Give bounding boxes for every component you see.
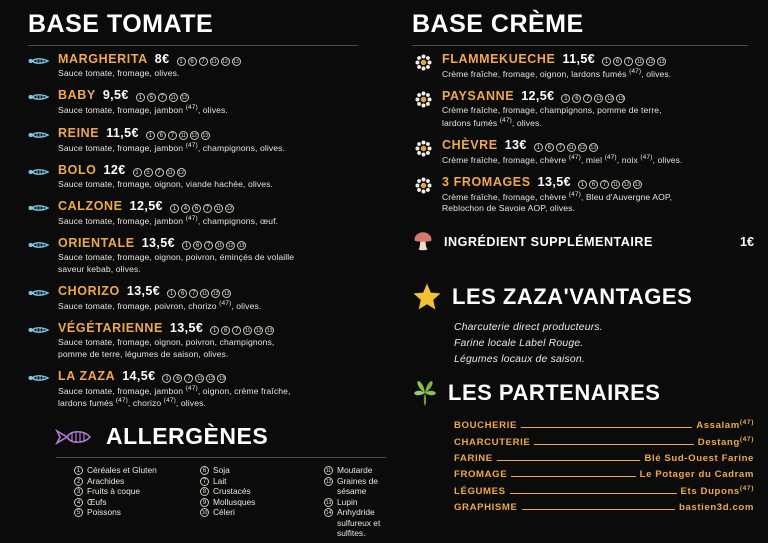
partner-leader-line bbox=[534, 444, 693, 445]
allergen-number: 11 bbox=[612, 181, 619, 188]
allergen-number: 1 bbox=[561, 94, 570, 103]
menu-item-name: MARGHERITA bbox=[58, 52, 148, 66]
partners-heading bbox=[412, 379, 754, 407]
allergens-title: ALLERGÈNES bbox=[106, 423, 269, 450]
partner-leader-line bbox=[511, 476, 635, 477]
menu-item-name: CHÈVRE bbox=[442, 137, 498, 152]
menu-item-allergens bbox=[534, 143, 598, 152]
item-description: Sauce tomate, fromage, jambon $^{(47)}$, olives. bbox=[58, 104, 228, 116]
allergen-number: 12 bbox=[623, 181, 630, 188]
allergen-label: Lupin bbox=[337, 496, 358, 507]
allergen-number: 7 bbox=[232, 326, 241, 335]
allergen-number: 7 bbox=[624, 57, 633, 66]
menu-item-body bbox=[58, 284, 396, 312]
allergens-grid bbox=[28, 465, 396, 539]
partner-category: LÉGUMES bbox=[454, 486, 506, 498]
section-title-cream: BASE CRÈME bbox=[412, 10, 584, 38]
allergen-number: 7 bbox=[155, 168, 164, 177]
allergen-number: 7 bbox=[204, 241, 213, 250]
menu-item-price: 8€ bbox=[154, 52, 170, 66]
allergen-label: Œufs bbox=[87, 496, 107, 507]
allergen-number: 7 bbox=[199, 57, 208, 66]
allergen-number: 11 bbox=[325, 468, 332, 475]
allergen-number: 6 bbox=[188, 57, 197, 66]
menu-item-price: 13,5€ bbox=[537, 174, 571, 189]
menu-item-allergens bbox=[162, 374, 226, 383]
allergen-ref: (47) bbox=[185, 215, 198, 223]
allergen-number: 13 bbox=[325, 499, 332, 506]
allergen-ref: (47) bbox=[568, 153, 581, 161]
allergen-number: 8 bbox=[200, 487, 209, 496]
allergen-number: 11 bbox=[216, 243, 223, 250]
menu-item-name: BOLO bbox=[58, 162, 97, 177]
allergen-entry bbox=[324, 476, 396, 497]
allergen-number: 11 bbox=[245, 328, 251, 335]
menu-item bbox=[412, 52, 754, 80]
menu-item-body bbox=[442, 89, 754, 129]
menu-item-header bbox=[58, 199, 396, 213]
advantages-title: LES ZAZA'VANTAGES bbox=[452, 283, 693, 309]
allergen-label: Fruits à coque bbox=[87, 486, 141, 497]
menu-item-allergens bbox=[561, 94, 625, 103]
allergen-number: 1 bbox=[146, 131, 155, 140]
menu-item-price: 13,5€ bbox=[126, 283, 161, 298]
allergen-number: 13 bbox=[202, 132, 209, 139]
extra-ingredient-label: INGRÉDIENT SUPPLÉMENTAIRE bbox=[444, 235, 653, 249]
item-description: Sauce tomate, fromage, jambon $^{(47)}$, champignons, œuf. bbox=[58, 215, 279, 226]
allergen-number: 7 bbox=[600, 180, 609, 189]
allergens-column-1 bbox=[74, 465, 194, 539]
menu-item-body bbox=[58, 126, 396, 154]
allergen-number: 6 bbox=[173, 374, 182, 383]
partner-row bbox=[454, 436, 754, 448]
allergen-ref: (47) bbox=[568, 190, 581, 198]
allergen-entry bbox=[324, 497, 396, 508]
menu-item-body bbox=[58, 52, 396, 79]
menu-item-name: REINE bbox=[58, 125, 100, 140]
menu-item-body bbox=[442, 138, 754, 166]
advantage-line: Charcuterie direct producteurs. bbox=[454, 321, 603, 333]
menu-item-name: FLAMMEKUECHE bbox=[442, 52, 556, 66]
allergen-ref: (47) bbox=[219, 299, 232, 307]
advantage-line: Farine locale Label Rouge. bbox=[454, 337, 584, 349]
allergen-number: 7 bbox=[184, 374, 193, 383]
item-description: Sauce tomate, fromage, poivron, chorizo $^{(47)}$, olives. bbox=[58, 299, 262, 311]
flower-icon bbox=[412, 89, 434, 129]
allergen-ref: (47) bbox=[185, 384, 198, 392]
allergen-number: 1 bbox=[210, 326, 219, 335]
partner-leader-line bbox=[521, 427, 692, 428]
allergen-ref: (47) bbox=[629, 68, 642, 75]
menu-item-header bbox=[58, 284, 396, 298]
tomato-item-list bbox=[28, 52, 396, 409]
menu-item-price: 14,5€ bbox=[122, 368, 156, 383]
allergen-entry bbox=[200, 497, 318, 508]
allergen-entry bbox=[74, 476, 194, 487]
partner-name: Blé Sud-Ouest Farine bbox=[644, 452, 754, 464]
menu-item bbox=[412, 138, 754, 166]
allergen-entry bbox=[74, 497, 194, 508]
allergen-number: 7 bbox=[203, 204, 212, 213]
menu-item-header bbox=[442, 138, 754, 152]
allergen-ref: (47) bbox=[640, 153, 653, 161]
menu-item-price: 12,5€ bbox=[129, 199, 163, 214]
allergen-number: 13 bbox=[618, 96, 624, 103]
menu-item-allergens bbox=[133, 168, 186, 177]
allergen-number: 2 bbox=[74, 477, 83, 486]
divider bbox=[412, 45, 748, 46]
menu-item-allergens bbox=[170, 204, 234, 213]
menu-item-price: 13,5€ bbox=[141, 236, 175, 251]
allergen-number: 1 bbox=[162, 374, 171, 383]
menu-item bbox=[28, 369, 396, 409]
menu-item-name: 3 FROMAGES bbox=[442, 174, 531, 189]
allergen-number: 12 bbox=[647, 59, 654, 65]
cream-item-list bbox=[412, 52, 754, 215]
allergen-entry bbox=[324, 465, 396, 476]
allergen-number: 13 bbox=[634, 181, 641, 188]
item-description: Sauce tomate, fromage, oignon, viande hachée, olives. bbox=[58, 178, 274, 189]
allergen-ref: (47) bbox=[739, 484, 754, 492]
menu-item-allergens bbox=[578, 180, 642, 189]
allergens-column-2 bbox=[200, 465, 318, 539]
allergen-number: 7 bbox=[200, 477, 209, 486]
allergen-number: 12 bbox=[208, 375, 214, 382]
allergen-number: 12 bbox=[325, 478, 332, 485]
allergen-label: Crustacés bbox=[213, 486, 251, 497]
menu-item-header bbox=[58, 52, 396, 66]
menu-item-name: PAYSANNE bbox=[442, 89, 515, 104]
menu-item bbox=[412, 89, 754, 129]
allergen-label: Poissons bbox=[87, 507, 121, 518]
menu-item-price: 12,5€ bbox=[521, 89, 555, 104]
menu-item bbox=[28, 199, 396, 227]
allergen-number: 12 bbox=[226, 206, 233, 213]
allergen-entry bbox=[74, 465, 194, 476]
menu-item-header bbox=[58, 163, 396, 177]
allergen-number: 7 bbox=[168, 131, 177, 140]
allergen-number: 6 bbox=[178, 289, 187, 298]
item-description: Crème fraîche, fromage, chèvre $^{(47)}$, miel $^{(47)}$, noix $^{(47)}$, olives. bbox=[442, 153, 683, 165]
flower-icon bbox=[412, 52, 434, 80]
allergen-label: Céréales et Gluten bbox=[87, 465, 157, 476]
allergen-number: 11 bbox=[180, 132, 186, 139]
allergen-number: 1 bbox=[602, 57, 611, 66]
allergen-number: 1 bbox=[74, 466, 83, 475]
advantages-list bbox=[412, 322, 754, 365]
menu-item-body bbox=[58, 163, 396, 190]
chili-icon bbox=[28, 321, 50, 360]
menu-item-allergens bbox=[210, 326, 274, 335]
allergen-number: 6 bbox=[200, 466, 209, 475]
menu-item-price: 9,5€ bbox=[102, 88, 129, 103]
allergen-label: Anhydride sulfureux et sulfites. bbox=[337, 507, 381, 539]
flower-icon bbox=[412, 138, 434, 166]
chili-icon bbox=[28, 284, 50, 312]
allergen-label: Céleri bbox=[213, 507, 235, 518]
allergen-number: 11 bbox=[197, 375, 203, 382]
item-description: Sauce tomate, fromage, jambon $^{(47)}$, oignon, crème fraîche, lardons fumés $^{(47)}$, chorizo $^{(47)}$, olives. bbox=[58, 384, 291, 408]
menu-item-name: LA ZAZA bbox=[58, 368, 116, 383]
item-description: Sauce tomate, fromage, jambon $^{(47)}$, champignons, olives. bbox=[58, 141, 286, 153]
chili-icon bbox=[28, 52, 50, 79]
allergen-number: 1 bbox=[136, 93, 145, 102]
allergen-number: 7 bbox=[556, 143, 565, 152]
allergen-entry bbox=[200, 507, 318, 518]
allergen-label: Lait bbox=[213, 475, 227, 486]
chili-icon bbox=[28, 126, 50, 154]
partner-row bbox=[454, 485, 754, 497]
partner-row bbox=[454, 469, 754, 480]
partners-title: LES PARTENAIRES bbox=[448, 379, 661, 405]
partner-leader-line bbox=[522, 509, 676, 510]
partner-category: FROMAGE bbox=[454, 468, 508, 480]
partner-row bbox=[454, 419, 754, 431]
advantages-block bbox=[412, 282, 754, 365]
allergen-number: 6 bbox=[147, 93, 156, 102]
allergen-number: 12 bbox=[181, 95, 188, 102]
menu-item-name: CALZONE bbox=[58, 199, 123, 214]
menu-item bbox=[412, 175, 754, 215]
allergen-number: 12 bbox=[579, 144, 586, 151]
allergen-number: 12 bbox=[222, 59, 228, 65]
allergen-label: Graines de sésame bbox=[337, 475, 378, 497]
allergen-entry bbox=[200, 465, 318, 476]
menu-item-header bbox=[58, 236, 396, 250]
menu-item-header bbox=[58, 369, 396, 383]
menu-item-header bbox=[442, 175, 754, 189]
menu-item bbox=[28, 88, 396, 116]
chili-icon bbox=[28, 236, 50, 275]
allergen-number: 11 bbox=[170, 95, 176, 102]
partner-name: Le Potager du Cadram bbox=[639, 468, 754, 480]
allergens-column-3 bbox=[324, 465, 396, 539]
chili-icon bbox=[28, 369, 50, 409]
leaf-icon bbox=[412, 379, 438, 407]
allergen-number: 5 bbox=[74, 508, 83, 517]
cream-base-column bbox=[402, 0, 768, 543]
menu-item-price: 11,5€ bbox=[106, 125, 139, 140]
chili-icon bbox=[28, 199, 50, 227]
menu-item-name: ORIENTALE bbox=[58, 236, 135, 251]
allergen-number: 11 bbox=[211, 59, 217, 65]
partner-name: Ets Dupons$^{(47)}$ bbox=[680, 484, 754, 498]
extra-ingredient-row bbox=[412, 229, 754, 256]
allergen-number: 4 bbox=[181, 204, 190, 213]
allergen-number: 6 bbox=[545, 143, 554, 152]
menu-item-allergens bbox=[602, 57, 666, 66]
star-icon bbox=[412, 282, 442, 312]
item-description: Crème fraîche, fromage, chèvre $^{(47)}$, Bleu d'Auvergne AOP, Reblochon de Savoie AOP, olives. bbox=[442, 190, 673, 214]
menu-item-price: 13€ bbox=[504, 137, 527, 152]
allergen-number: 6 bbox=[192, 204, 201, 213]
tomato-base-heading bbox=[28, 10, 396, 39]
allergen-number: 1 bbox=[534, 143, 543, 152]
allergen-number: 9 bbox=[200, 498, 209, 507]
extra-ingredient-price: 1€ bbox=[739, 235, 754, 249]
allergen-number: 5 bbox=[144, 168, 153, 177]
allergen-entry bbox=[200, 486, 318, 497]
allergen-ref: (47) bbox=[185, 141, 198, 149]
allergen-entry bbox=[74, 507, 194, 518]
partners-block bbox=[412, 379, 754, 514]
partner-leader-line bbox=[510, 493, 677, 494]
partner-row bbox=[454, 502, 754, 513]
allergen-number: 12 bbox=[191, 132, 198, 139]
menu-item-allergens bbox=[182, 241, 246, 250]
partner-category: CHARCUTERIE bbox=[454, 436, 531, 448]
allergen-number: 6 bbox=[193, 241, 202, 250]
allergen-number: 13 bbox=[238, 243, 245, 250]
allergens-block bbox=[28, 423, 396, 539]
allergen-number: 6 bbox=[613, 57, 622, 66]
allergen-number: 1 bbox=[578, 180, 587, 189]
menu-item-price: 12€ bbox=[103, 162, 126, 177]
partner-name: Destang$^{(47)}$ bbox=[697, 435, 754, 448]
allergen-number: 11 bbox=[596, 96, 602, 103]
allergen-label: Moutarde bbox=[337, 465, 373, 476]
chili-icon bbox=[28, 163, 50, 190]
menu-item-name: BABY bbox=[58, 88, 96, 103]
allergen-number: 13 bbox=[223, 290, 230, 297]
allergen-number: 3 bbox=[74, 487, 83, 496]
partner-category: GRAPHISME bbox=[454, 502, 518, 514]
menu-item-allergens bbox=[136, 93, 189, 102]
allergen-number: 7 bbox=[583, 94, 592, 103]
allergen-entry bbox=[74, 486, 194, 497]
divider bbox=[28, 45, 358, 46]
menu-item-header bbox=[58, 126, 396, 140]
item-description: Sauce tomate, fromage, oignon, poivron, éminçés de volaille saveur kebab, olives. bbox=[58, 252, 295, 274]
menu-item-header bbox=[442, 89, 754, 103]
menu-item-price: 11,5€ bbox=[562, 52, 596, 66]
allergen-number: 13 bbox=[658, 59, 665, 65]
allergen-number: 1 bbox=[182, 241, 191, 250]
allergen-number: 13 bbox=[233, 59, 239, 65]
allergen-number: 12 bbox=[212, 290, 219, 297]
mushroom-icon bbox=[412, 229, 434, 256]
allergen-number: 6 bbox=[221, 326, 230, 335]
partners-list bbox=[412, 419, 754, 514]
allergen-number: 11 bbox=[202, 290, 208, 297]
allergen-number: 11 bbox=[568, 144, 574, 151]
menu-item-header bbox=[58, 321, 396, 335]
flower-icon bbox=[412, 175, 434, 215]
menu-item-body bbox=[58, 199, 396, 227]
allergen-number: 6 bbox=[157, 131, 166, 140]
allergen-entry bbox=[324, 507, 396, 539]
menu-item-body bbox=[442, 175, 754, 215]
menu-item-allergens bbox=[146, 131, 210, 140]
chili-icon bbox=[28, 88, 50, 116]
item-description: Crème fraîche, fromage, champignons, pomme de terre, lardons fumés $^{(47)}$, olives. bbox=[442, 105, 662, 128]
partner-row bbox=[454, 453, 754, 464]
allergen-ref: (47) bbox=[739, 435, 754, 443]
cream-base-heading bbox=[412, 10, 754, 39]
allergen-number: 1 bbox=[167, 289, 176, 298]
allergen-ref: (47) bbox=[115, 397, 128, 405]
allergen-number: 14 bbox=[325, 510, 332, 517]
allergen-label: Arachides bbox=[87, 475, 125, 486]
menu-item bbox=[28, 284, 396, 312]
menu-item-body bbox=[58, 321, 396, 360]
allergen-number: 12 bbox=[255, 328, 262, 335]
advantages-heading bbox=[412, 282, 754, 312]
menu-item-allergens bbox=[177, 57, 241, 66]
section-title-tomato: BASE TOMATE bbox=[28, 10, 214, 38]
allergen-ref: (47) bbox=[604, 153, 617, 161]
allergen-number: 1 bbox=[177, 57, 186, 66]
allergen-number: 10 bbox=[201, 510, 208, 517]
item-description: Sauce tomate, fromage, olives. bbox=[58, 68, 180, 78]
menu-item bbox=[28, 126, 396, 154]
allergen-label: Soja bbox=[213, 465, 230, 476]
allergen-number: 11 bbox=[215, 206, 221, 213]
menu-item bbox=[28, 236, 396, 275]
allergen-number: 7 bbox=[158, 93, 167, 102]
allergen-number: 6 bbox=[572, 94, 581, 103]
menu-item bbox=[28, 321, 396, 360]
partner-name: bastien3d.com bbox=[679, 502, 754, 514]
allergens-heading bbox=[28, 423, 396, 450]
allergen-number: 12 bbox=[178, 169, 184, 176]
fish-icon bbox=[54, 428, 94, 446]
menu-item-body bbox=[442, 52, 754, 80]
menu-item-header bbox=[58, 88, 396, 102]
allergen-number: 13 bbox=[590, 144, 597, 151]
divider bbox=[56, 457, 386, 458]
item-description: Crème fraîche, fromage, oignon, lardons fumés $^{(47)}$, olives. bbox=[442, 68, 672, 79]
menu-item-name: CHORIZO bbox=[58, 283, 120, 298]
allergen-number: 7 bbox=[189, 289, 198, 298]
partner-leader-line bbox=[497, 460, 641, 461]
menu-item-allergens bbox=[167, 289, 231, 298]
allergen-number: 1 bbox=[133, 168, 142, 177]
menu-item-name: VÉGÉTARIENNE bbox=[58, 321, 163, 336]
allergen-entry bbox=[200, 476, 318, 487]
menu-item-body bbox=[58, 88, 396, 116]
allergen-ref: (47) bbox=[185, 104, 198, 112]
allergen-number: 1 bbox=[170, 204, 179, 213]
menu-item-body bbox=[58, 236, 396, 275]
allergen-ref: (47) bbox=[499, 116, 512, 124]
partner-category: FARINE bbox=[454, 452, 493, 464]
allergen-number: 4 bbox=[74, 498, 83, 507]
allergen-ref: (47) bbox=[163, 397, 176, 405]
menu-item bbox=[28, 52, 396, 79]
allergen-number: 12 bbox=[227, 243, 234, 250]
allergen-number: 11 bbox=[636, 59, 643, 65]
allergen-number: 12 bbox=[607, 96, 613, 103]
allergen-number: 6 bbox=[589, 180, 598, 189]
partner-name: Assalam$^{(47)}$ bbox=[696, 418, 754, 431]
menu-item-price: 13,5€ bbox=[169, 321, 204, 336]
allergen-number: 13 bbox=[266, 328, 273, 335]
allergen-label: Mollusques bbox=[213, 496, 256, 507]
menu-item-header bbox=[442, 52, 754, 66]
allergen-number: 11 bbox=[167, 169, 173, 176]
menu-item-body bbox=[58, 369, 396, 409]
partner-category: BOUCHERIE bbox=[454, 419, 517, 431]
item-description: Sauce tomate, fromage, oignon, poivron, champignons, pomme de terre, légumes de saison, olives. bbox=[58, 337, 275, 359]
allergen-ref: (47) bbox=[739, 418, 754, 426]
advantage-line: Légumes locaux de saison. bbox=[454, 353, 585, 365]
allergen-number: 13 bbox=[219, 375, 225, 382]
menu-item bbox=[28, 163, 396, 190]
